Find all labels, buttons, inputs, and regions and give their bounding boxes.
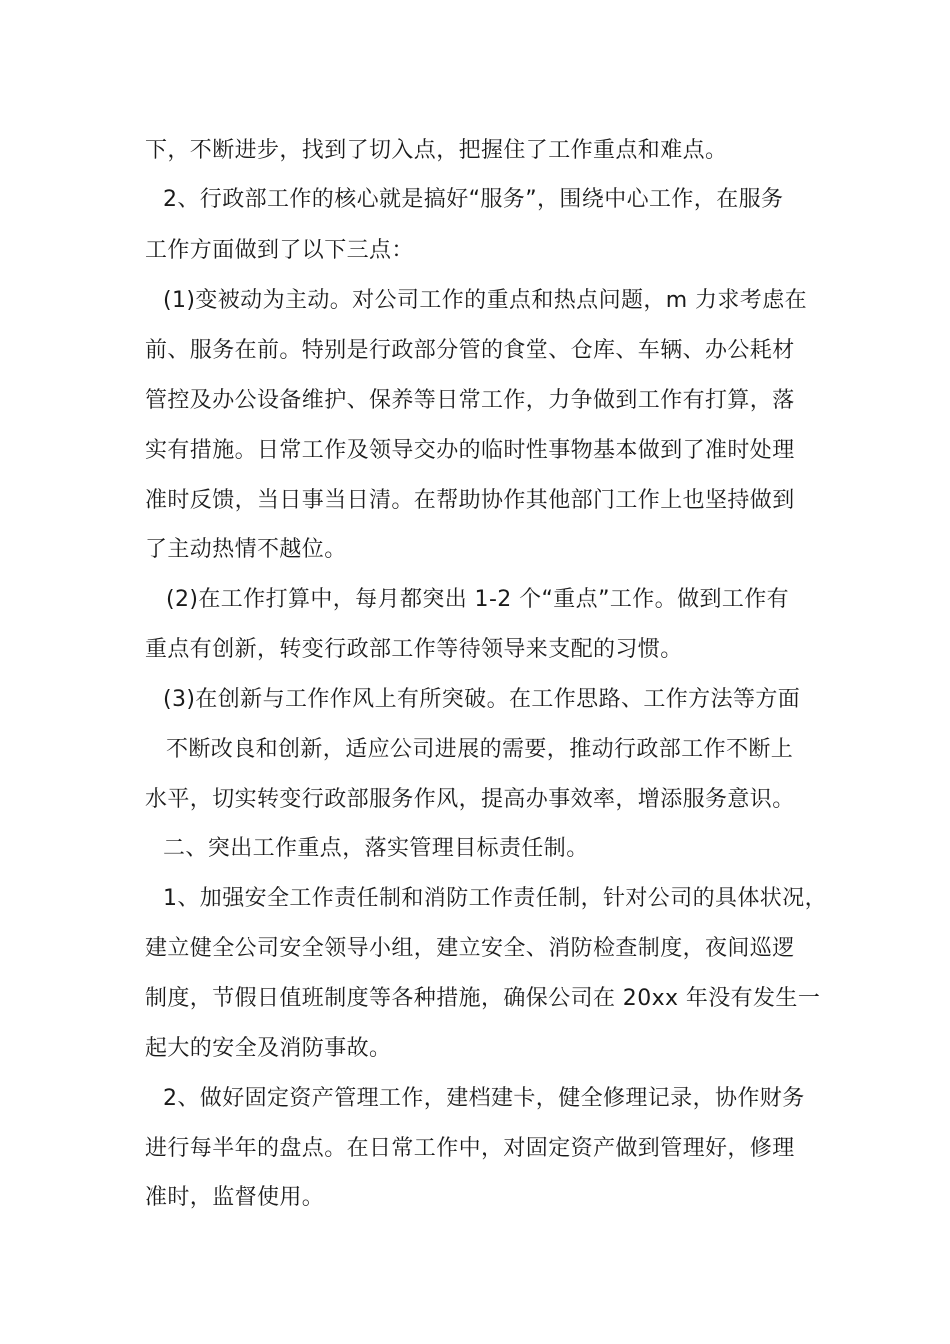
text-line: 水平，切实转变行政部服务作风，提高办事效率，增添服务意识。 bbox=[145, 787, 795, 812]
text-line: 实有措施。日常工作及领导交办的临时性事物基本做到了准时处理 bbox=[145, 438, 795, 463]
text-line: 进行每半年的盘点。在日常工作中，对固定资产做到管理好，修理 bbox=[145, 1136, 795, 1161]
text-line: (2)在工作打算中，每月都突出 1-2 个“重点”工作。做到工作有 bbox=[166, 587, 790, 612]
text-line: (1)变被动为主动。对公司工作的重点和热点问题，m 力求考虑在 bbox=[163, 288, 807, 313]
text-line: (3)在创新与工作作风上有所突破。在工作思路、工作方法等方面 bbox=[163, 687, 801, 712]
text-line: 重点有创新，转变行政部工作等待领导来支配的习惯。 bbox=[145, 637, 683, 662]
text-line: 不断改良和创新，适应公司进展的需要，推动行政部工作不断上 bbox=[166, 737, 794, 762]
text-line: 建立健全公司安全领导小组，建立安全、消防检查制度，夜间巡逻 bbox=[145, 936, 795, 961]
text-line: 管控及办公设备维护、保养等日常工作，力争做到工作有打算，落 bbox=[145, 388, 795, 413]
text-line: 2、做好固定资产管理工作，建档建卡，健全修理记录，协作财务 bbox=[163, 1086, 805, 1111]
text-line: 前、服务在前。特别是行政部分管的食堂、仓库、车辆、办公耗材 bbox=[145, 338, 795, 363]
text-line: 制度，节假日值班制度等各种措施，确保公司在 20xx 年没有发生一 bbox=[145, 986, 821, 1011]
text-line: 了主动热情不越位。 bbox=[145, 537, 347, 562]
text-line: 二、突出工作重点，落实管理目标责任制。 bbox=[163, 836, 589, 861]
text-line: 2、行政部工作的核心就是搞好“服务”，围绕中心工作，在服务 bbox=[163, 187, 784, 212]
text-line: 1、加强安全工作责任制和消防工作责任制，针对公司的具体状况， bbox=[163, 886, 827, 911]
text-line: 起大的安全及消防事故。 bbox=[145, 1036, 392, 1061]
text-line: 准时反馈，当日事当日清。在帮助协作其他部门工作上也坚持做到 bbox=[145, 488, 795, 513]
text-line: 工作方面做到了以下三点： bbox=[145, 238, 414, 263]
text-line: 准时，监督使用。 bbox=[145, 1185, 325, 1210]
text-line: 下，不断进步，找到了切入点，把握住了工作重点和难点。 bbox=[145, 138, 728, 163]
